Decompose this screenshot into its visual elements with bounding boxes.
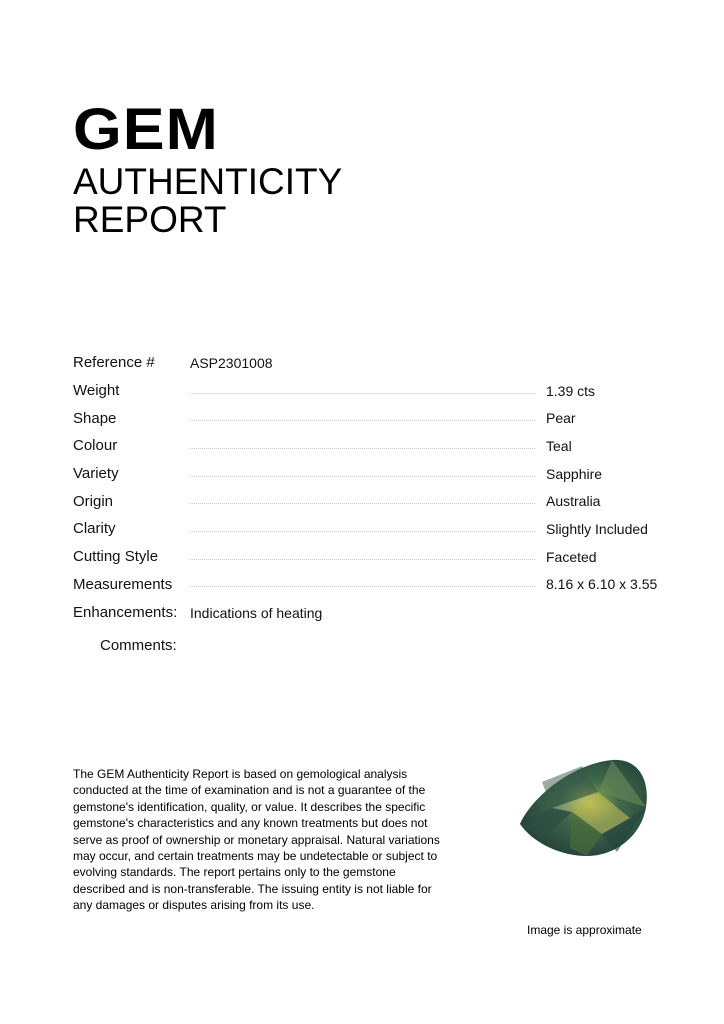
dotted-leader-line bbox=[190, 448, 535, 449]
report-subtitle bbox=[73, 163, 342, 239]
detail-label: Shape bbox=[73, 409, 117, 427]
gem-details-table bbox=[73, 349, 673, 627]
dotted-leader-line bbox=[190, 531, 535, 532]
detail-label: Origin bbox=[73, 492, 114, 510]
detail-row bbox=[73, 377, 673, 405]
disclaimer-text: The GEM Authenticity Report is based on gemological analysis conducted at the time of examination and is not a guarantee of the gemstone's identification, quality, or value. It describes the specific gemstone's characteristics and any known treatments but does not serve as proof of ownership or monetary appraisal. Natural variations may occur, and certain treatments may be undetectable or subject to evolving standards. The report pertains only to the gemstone described and is non-transferable. The issuing entity is not liable for any damages or disputes arising from its use. bbox=[73, 767, 440, 913]
detail-label: Weight bbox=[73, 382, 120, 400]
detail-label: Clarity bbox=[73, 520, 116, 538]
detail-value: Faceted bbox=[546, 548, 597, 565]
report-subtitle-line-2: REPORT bbox=[73, 199, 227, 240]
detail-label: Variety bbox=[73, 465, 119, 483]
detail-row bbox=[73, 515, 673, 543]
detail-row bbox=[73, 543, 673, 571]
detail-value: 8.16 x 6.10 x 3.55 bbox=[546, 576, 658, 593]
detail-label: Cutting Style bbox=[73, 548, 159, 566]
dotted-leader-line bbox=[190, 586, 535, 587]
detail-label: Reference # bbox=[73, 354, 155, 372]
dotted-leader-line bbox=[190, 393, 535, 394]
detail-row bbox=[73, 432, 673, 460]
detail-label: Colour bbox=[73, 437, 118, 455]
detail-value: ASP2301008 bbox=[190, 354, 273, 371]
comments-label: Comments: bbox=[100, 637, 177, 654]
detail-label: Enhancements: bbox=[73, 604, 178, 622]
detail-label: Measurements bbox=[73, 575, 173, 593]
dotted-leader-line bbox=[190, 476, 535, 477]
image-caption: Image is approximate bbox=[527, 923, 642, 937]
detail-row bbox=[73, 487, 673, 515]
dotted-leader-line bbox=[190, 559, 535, 560]
detail-row bbox=[73, 404, 673, 432]
report-subtitle-line-1: AUTHENTICITY bbox=[73, 161, 343, 202]
detail-row bbox=[73, 598, 673, 627]
dotted-leader-line bbox=[190, 420, 535, 421]
detail-value: Indications of heating bbox=[190, 604, 323, 621]
detail-value: Pear bbox=[546, 410, 576, 427]
detail-value: Teal bbox=[546, 437, 572, 454]
detail-row bbox=[73, 571, 673, 599]
detail-row bbox=[73, 349, 673, 377]
pear-sapphire-gem-image bbox=[512, 752, 652, 862]
detail-value: 1.39 cts bbox=[546, 382, 596, 399]
detail-value: Sapphire bbox=[546, 465, 603, 482]
detail-value: Slightly Included bbox=[546, 520, 648, 537]
detail-value: Australia bbox=[546, 493, 601, 510]
report-title-gem: GEM bbox=[73, 97, 219, 162]
dotted-leader-line bbox=[190, 503, 535, 504]
detail-row bbox=[73, 460, 673, 488]
